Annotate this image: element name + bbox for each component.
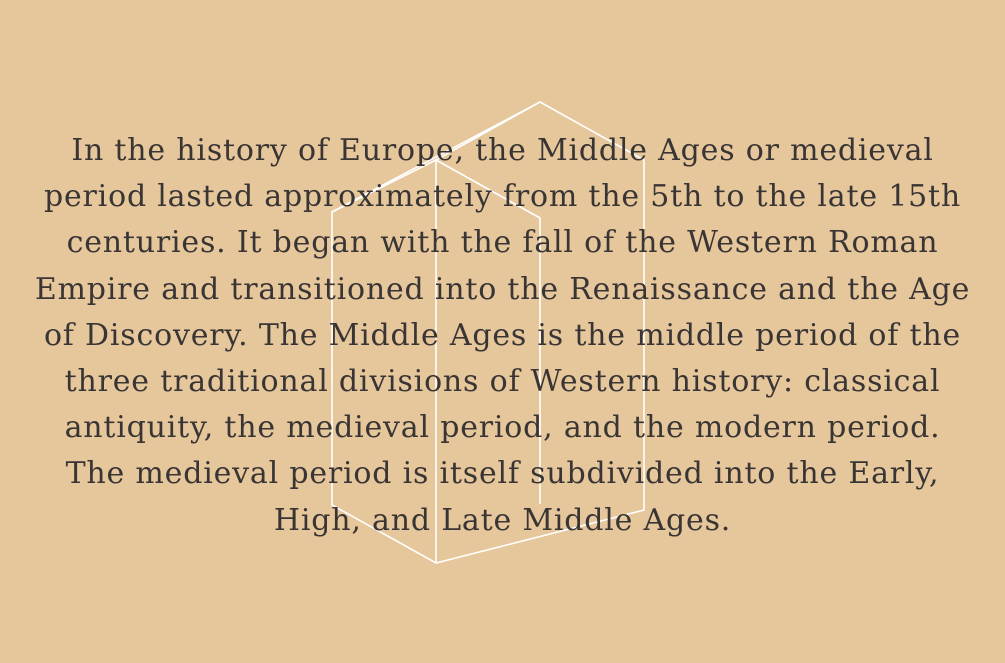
paragraph-line: antiquity, the medieval period, and the modern period. bbox=[64, 410, 941, 446]
paragraph-line: three traditional divisions of Western history: classical bbox=[64, 364, 941, 400]
paragraph-line: period lasted approximately from the 5th to the late 15th bbox=[43, 179, 961, 215]
paragraph-line: Empire and transitioned into the Renaissance and the Age bbox=[34, 271, 971, 307]
paragraph-line: High, and Late Middle Ages. bbox=[273, 502, 732, 538]
paragraph-line: of Discovery. The Middle Ages is the middle period of the bbox=[43, 317, 962, 353]
body-paragraph bbox=[30, 128, 975, 544]
paragraph-line: In the history of Europe, the Middle Ages or medieval bbox=[71, 133, 934, 168]
paragraph-line: The medieval period is itself subdivided into the Early, bbox=[65, 456, 940, 492]
paragraph-line: centuries. It began with the fall of the Western Roman bbox=[66, 225, 939, 261]
